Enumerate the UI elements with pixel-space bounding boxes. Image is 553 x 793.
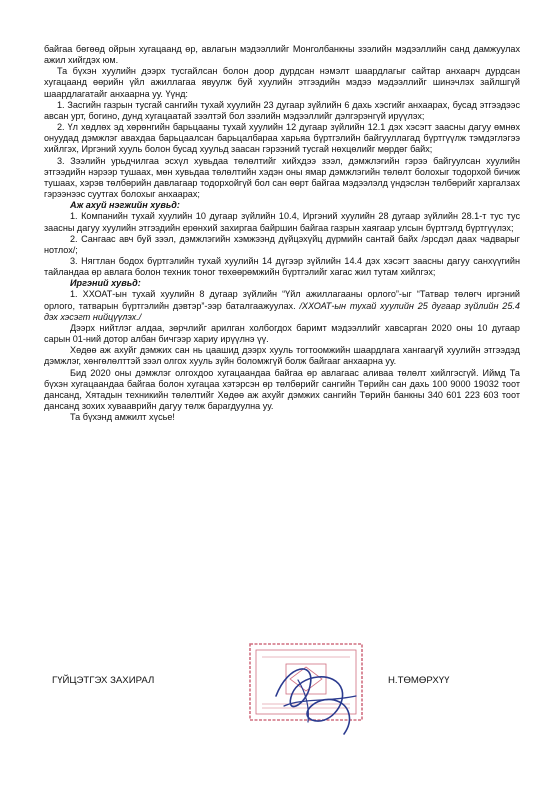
- section-heading-citizens: Иргэний хувьд:: [70, 278, 141, 289]
- paragraph-closing: Та бүхэнд амжилт хүсье!: [70, 412, 175, 423]
- signature-block: [52, 675, 492, 689]
- paragraph-payment: Бид 2020 оны дэмжлэг олгохдоо хугацаандаа байгаа өр авлагаас аливаа төлөлт хийлгэсгүй. Иймд Та бүхэн хугацаандаа байгаа болон хугацаа хэтэрсэн өр төлбөрийг сангийн Төрийн сан дахь 100 9000 19032 тоот дансанд, Хятадын техникийн төлөлтийг Хөдөө аж ахуйг дэмжих сангийн Төрийн банкны 340 601 223 603 тоот дансанд зохих хувааврийн дагуу төлж барагдуулна уу.: [44, 367, 520, 411]
- signature-mark: [258, 650, 368, 745]
- paragraph-company-item-1: 1. Компанийн тухай хуулийн 10 дугаар зүйлийн 10.4, Иргэний хуулийн 28 дугаар зүйлийн 28.1-т тус тус заасны дагуу хуулийн этгээдийн ерөнхий захиргаа байршин байгаа газрын хаягаар улсын бүртгэлд бүртгүүлэх;: [44, 211, 520, 233]
- paragraph-intro-continued: байгаа бөгөөд ойрын хугацаанд өр, авлагын мэдээллийг Монголбанкны зээлийн мэдээллийн санд дамжуулах ажил хийгдэх юм.: [44, 44, 520, 66]
- citizen-item-note: /ХХОАТ-ын тухай хуулийн 25 дугаар зүйлийн 25.4 дэх хэсэгт нийцүүлэх./: [44, 300, 520, 322]
- paragraph-deadline: Дээрх нийтлэг алдаа, зөрчлийг арилган холбогдох баримт мэдээллийг хавсарган 2020 оны 10 дугаар сарын 01-ний дотор албан бичгээр хариу ирүүлнэ үү.: [44, 322, 520, 345]
- paragraph-item-1: 1. Засгийн газрын тусгай сангийн тухай хуулийн 23 дугаар зүйлийн 6 дахь хэсгийг анхаарах, бусад этгээдээс авсан урт, богино, дунд хугацаатай зээлтэй бол зээлийн мэдээллийг дэлгэрэнгүй ирүүлэх;: [44, 99, 520, 121]
- signatory-title: ГҮЙЦЭТГЭХ ЗАХИРАЛ: [52, 675, 155, 686]
- letter-body: [44, 44, 520, 423]
- paragraph-warning: Хөдөө аж ахуйг дэмжих сан нь цаашид дээрх хууль тогтоомжийн шаардлага хангаагүй хуулийн этгээдэд дэмжлэг, хөнгөлөлттэй зээл олгох хууль зүйн боломжгүй болж байгааг анхаарна уу.: [44, 345, 520, 367]
- paragraph-company-item-3: 3. Нягтлан бодох бүртгэлийн тухай хуулийн 14 дүгээр зүйлийн 14.4 дэх хэсэгт заасны дагуу санхүүгийн тайландаа өр авлага болон техник тоног төхөөрөмжийн бүртгэлийг хагас жил тутам хийлгэх;: [44, 255, 520, 278]
- paragraph-citizen-item-1: [44, 289, 520, 322]
- paragraph-item-2: 2. Үл хөдлөх эд хөрөнгийн барьцааны тухай хуулийн 12 дугаар зүйлийн 12.1 дэх хэсэгт заасны дагуу өмнөх онуудад дэмжлэг авахдаа барьцаалсан барьцалбараа харьяа бүртгэлийн байгууллагад бүртгүүлж тэмдэглэгээ хийлгэх, Иргэний хууль болон бусад хуульд заасан гэрээний тусгай нөхцөлийг мөрдөг байх;: [44, 122, 520, 155]
- section-heading-companies: Аж ахуй нэгжийн хувьд:: [70, 200, 180, 211]
- citizen-item-text: 1. ХХОАТ-ын тухай хуулийн 8 дугаар зүйлийн “Үйл ажиллагааны орлого”-ыг “Татвар төлөгч иргэний орлого, татварын бүртгэлийн дэвтэр”-ээр баталгаажуулах.: [44, 289, 520, 311]
- paragraph-company-item-2: 2. Сангаас авч буй зээл, дэмжлэгийн хэмжээнд дүйцэхүйц дүрмийн сантай байх /эрсдэл даах чадварыг нотлох/;: [44, 233, 520, 255]
- paragraph-item-3: 3. Зээлийн урьдчилгаа эсхүл хувьдаа төлөлтийг хийхдээ зээл, дэмжлэгийн гэрээ байгуулсан хуулийн этгээдийн нэрээр тушаах, мөн хувьдаа төлөлтийн хэдэн оны ямар дэмжлэгийн төлөлт болохыг тодорхой бичиж тушаах, хэрэв төлбөрийн давлагаар тодорхойгүй бол сан өөрт байгаа мэдээлэлд үндэслэн төлбөрийг харгалзах гэрээнээс суутгах болохыг анхаарах;: [44, 155, 520, 200]
- signatory-name: Н.ТӨМӨРХҮҮ: [388, 675, 450, 686]
- paragraph-requirements-intro: Та бүхэн хуулийн дээрх тусгайлсан болон доор дурдсан нэмэлт шаардлагыг сайтар анхаарч дурдсан хугацаанд өөрийн үйл ажиллагаа явуулж буй хуулийн этгээдийн мэдээ мэдээллийг шинэчлэх зайлшгүй шаардлагатайг анхаарна уу. Үүнд:: [44, 66, 520, 99]
